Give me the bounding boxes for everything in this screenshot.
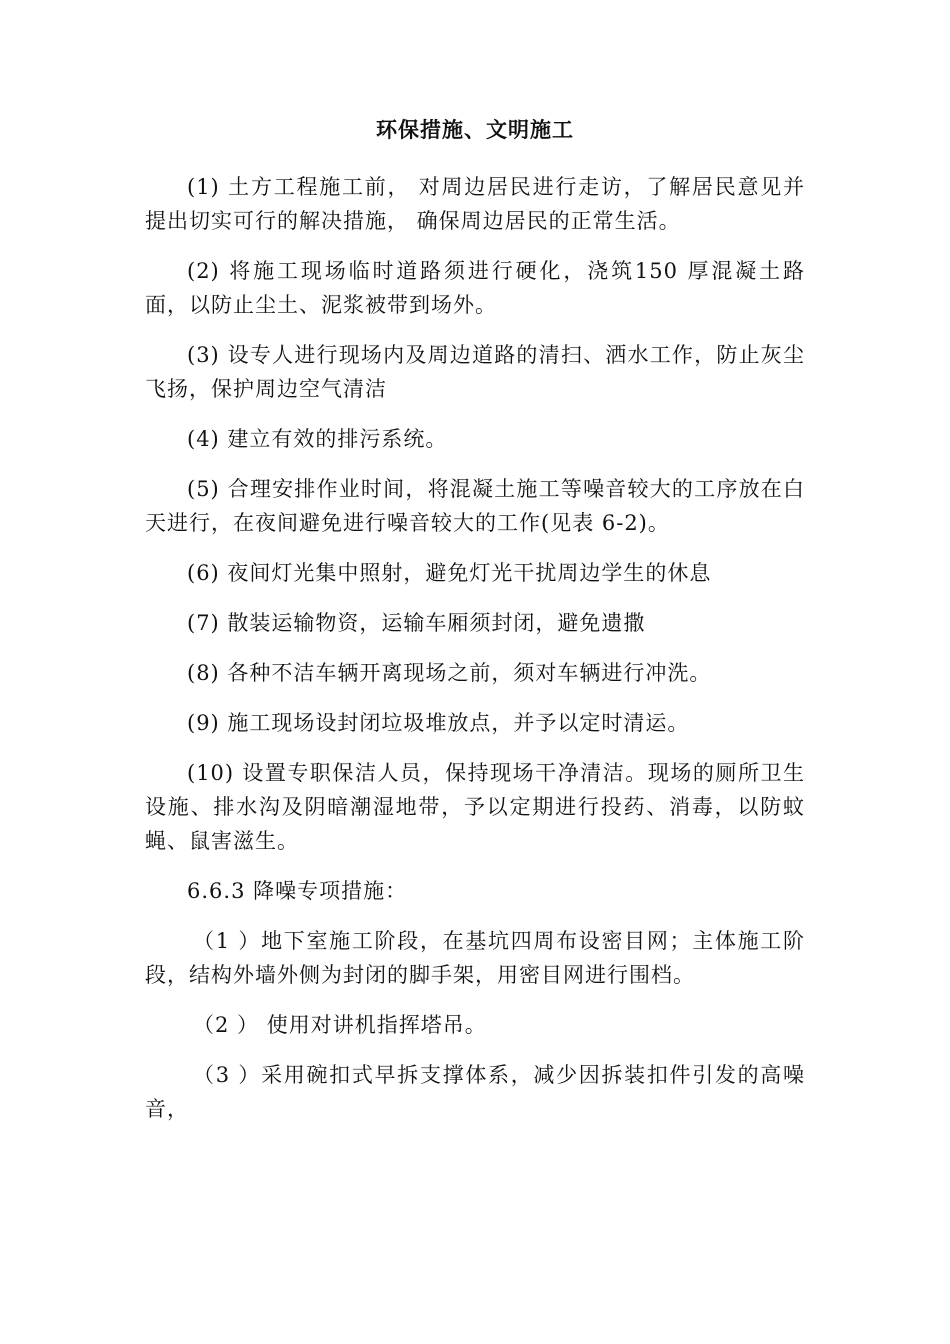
paragraph-3: (3) 设专人进行现场内及周边道路的清扫、洒水工作，防止灰尘飞扬，保护周边空气清洁 xyxy=(145,343,805,401)
paragraph-2: (2) 将施工现场临时道路须进行硬化，浇筑150 厚混凝土路面，以防止尘土、泥浆被带到场外。 xyxy=(145,259,805,317)
paragraph-1: (1) 土方工程施工前， 对周边居民进行走访，了解居民意见并提出切实可行的解决措施， 确保周边居民的正常生活。 xyxy=(145,175,805,233)
noise-measure-1: （1 ）地下室施工阶段，在基坑四周布设密目网；主体施工阶段，结构外墙外侧为封闭的脚手架，用密目网进行围档。 xyxy=(145,929,805,987)
paragraph-10: (10) 设置专职保洁人员，保持现场干净清洁。现场的厕所卫生设施、排水沟及阴暗潮湿地带，予以定期进行投药、消毒，以防蚊蝇、鼠害滋生。 xyxy=(145,761,805,853)
paragraph-7: (7) 散装运输物资，运输车厢须封闭，避免遗撒 xyxy=(187,611,646,635)
section-heading-noise-reduction: 6.6.3 降噪专项措施： xyxy=(187,879,408,903)
paragraph-5: (5) 合理安排作业时间，将混凝土施工等噪音较大的工序放在白天进行，在夜间避免进行噪音较大的工作(见表 6-2)。 xyxy=(145,477,805,535)
noise-measure-2: （2 ） 使用对讲机指挥塔吊。 xyxy=(193,1013,487,1037)
document-body xyxy=(145,170,805,1142)
paragraph-9: (9) 施工现场设封闭垃圾堆放点，并予以定时清运。 xyxy=(187,711,690,735)
paragraph-4: (4) 建立有效的排污系统。 xyxy=(187,427,448,451)
paragraph-8: (8) 各种不洁车辆开离现场之前，须对车辆进行冲洗。 xyxy=(187,661,712,685)
document-title: 环保措施、文明施工 xyxy=(376,118,574,142)
noise-measure-3: （3 ）采用碗扣式早拆支撑体系，减少因拆装扣件引发的高噪音， xyxy=(145,1063,805,1121)
paragraph-6: (6) 夜间灯光集中照射，避免灯光干扰周边学生的休息 xyxy=(187,561,712,585)
